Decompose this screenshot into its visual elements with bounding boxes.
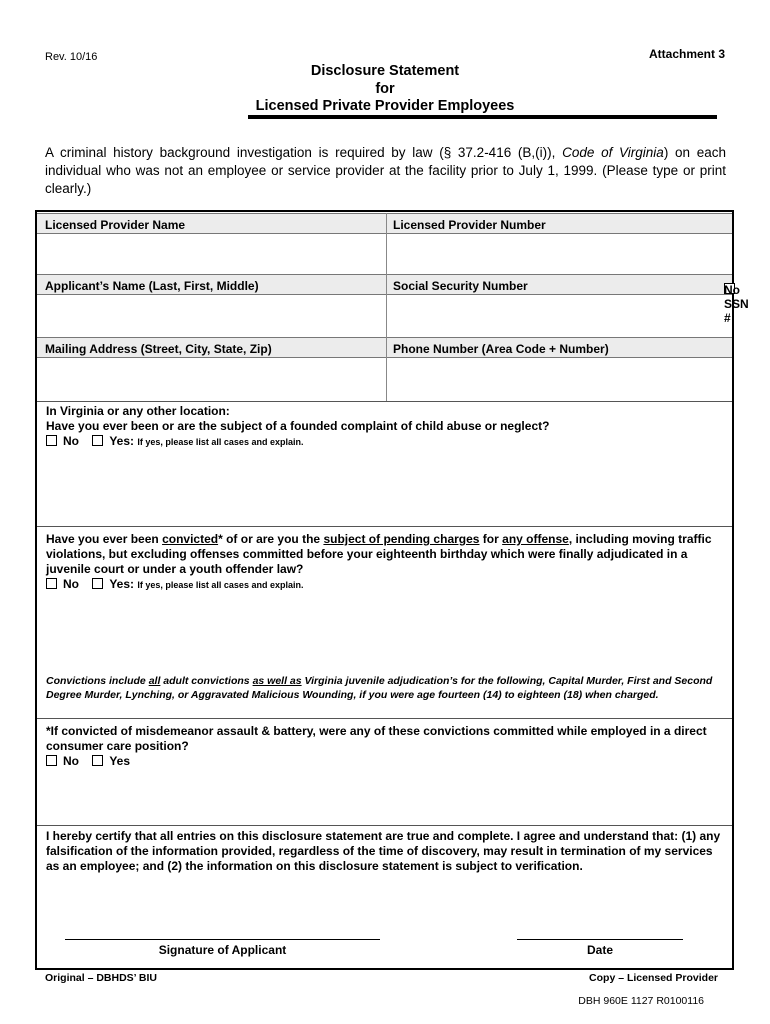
q1-no-label: No xyxy=(63,434,79,448)
label-ssn: Social Security Number xyxy=(393,279,528,293)
q2-note: If yes, please list all cases and explain. xyxy=(137,580,304,590)
attachment-label: Attachment 3 xyxy=(648,47,725,61)
signature-label: Signature of Applicant xyxy=(158,943,287,957)
q2-yes-label: Yes: xyxy=(109,577,135,591)
label-provider-number: Licensed Provider Number xyxy=(393,218,546,232)
date-label: Date xyxy=(586,943,613,957)
q2-options xyxy=(46,577,724,593)
question-child-abuse xyxy=(46,404,724,450)
q3-no-label: No xyxy=(63,754,79,768)
label-phone: Phone Number (Area Code + Number) xyxy=(393,342,609,356)
date-line[interactable] xyxy=(517,939,683,940)
divider xyxy=(37,825,732,826)
intro-paragraph: A criminal history background investigation is required by law (§ 37.2-416 (B,(i)), Code of Virginia) on each individual who was not an employee or service provider at the facility prior to July 1, 1999. (Please type or print clearly.) xyxy=(45,145,727,196)
page-title-for: for xyxy=(375,81,395,97)
q2-no-label: No xyxy=(63,577,79,591)
label-applicant-name: Applicant’s Name (Last, First, Middle) xyxy=(45,279,259,293)
q1-line1: In Virginia or any other location: xyxy=(46,404,230,418)
ssn-input[interactable] xyxy=(387,296,732,337)
row-header-address xyxy=(37,337,732,358)
q1-yes-label: Yes: xyxy=(109,434,135,448)
page-subtitle: Licensed Private Provider Employees xyxy=(255,98,515,114)
footer-copy: Copy – Licensed Provider xyxy=(589,972,718,984)
question-misdemeanor xyxy=(46,724,724,769)
no-ssn-label: No SSN # xyxy=(724,283,749,325)
q2-yes-checkbox[interactable] xyxy=(92,578,103,589)
label-provider-name: Licensed Provider Name xyxy=(45,218,186,232)
row-header-applicant xyxy=(37,274,749,325)
q2-no-checkbox[interactable] xyxy=(46,578,57,589)
column-divider xyxy=(386,213,387,401)
phone-input[interactable] xyxy=(387,359,732,401)
q2-question: Have you ever been convicted* of or are you the subject of pending charges for any offense, including moving traffic violations, but excluding offenses committed before your eighteenth birthday which were finally adjudicated in a juvenile court or under a youth offender law? xyxy=(46,532,712,576)
q1-no-checkbox[interactable] xyxy=(46,435,57,446)
q3-no-checkbox[interactable] xyxy=(46,755,57,766)
q2-explanation-area[interactable] xyxy=(37,597,732,667)
row-header-provider xyxy=(37,213,732,234)
convictions-note: Convictions include all adult convictions as well as Virginia juvenile adjudication’s for the following, Capital Murder, First and Second Degree Murder, Lynching, or Aggravated Malicious Wounding, if you were age fourteen (14) to eighteen (18) when charged. xyxy=(46,675,713,701)
q3-yes-label: Yes xyxy=(109,754,131,768)
title-rule xyxy=(248,115,717,119)
form-code: DBH 960E 1127 R0100116 xyxy=(578,995,704,1007)
q3-options xyxy=(46,754,724,769)
q1-question: Have you ever been or are the subject of a founded complaint of child abuse or neglect? xyxy=(46,419,550,433)
mailing-address-input[interactable] xyxy=(37,359,386,401)
provider-name-input[interactable] xyxy=(37,234,386,274)
q1-explanation-area[interactable] xyxy=(37,452,732,525)
q3-yes-checkbox[interactable] xyxy=(92,755,103,766)
label-mailing-address: Mailing Address (Street, City, State, Zip) xyxy=(45,342,272,356)
certification-statement: I hereby certify that all entries on this disclosure statement are true and complete. I agree and understand that: (1) any falsification of the information provided, regardless of the time of discovery, may result in termination of my services as an employee; and (2) the information on this disclosure statement is subject to verification. xyxy=(46,829,721,873)
revision-label: Rev. 10/16 xyxy=(45,51,98,63)
divider xyxy=(37,718,732,719)
q1-note: If yes, please list all cases and explain. xyxy=(137,437,304,447)
provider-number-input[interactable] xyxy=(387,234,732,274)
disclosure-form xyxy=(35,210,749,970)
q1-yes-checkbox[interactable] xyxy=(92,435,103,446)
question-convictions xyxy=(46,532,724,593)
q1-options xyxy=(46,434,724,450)
signature-line[interactable] xyxy=(65,939,380,940)
page-title: Disclosure Statement xyxy=(310,63,460,79)
divider xyxy=(37,401,732,402)
footer-original: Original – DBHDS’ BIU xyxy=(45,972,158,984)
q3-question: *If convicted of misdemeanor assault & battery, were any of these convictions committed while employed in a direct consumer care position? xyxy=(46,724,707,753)
applicant-name-input[interactable] xyxy=(37,296,386,337)
divider xyxy=(37,526,732,527)
